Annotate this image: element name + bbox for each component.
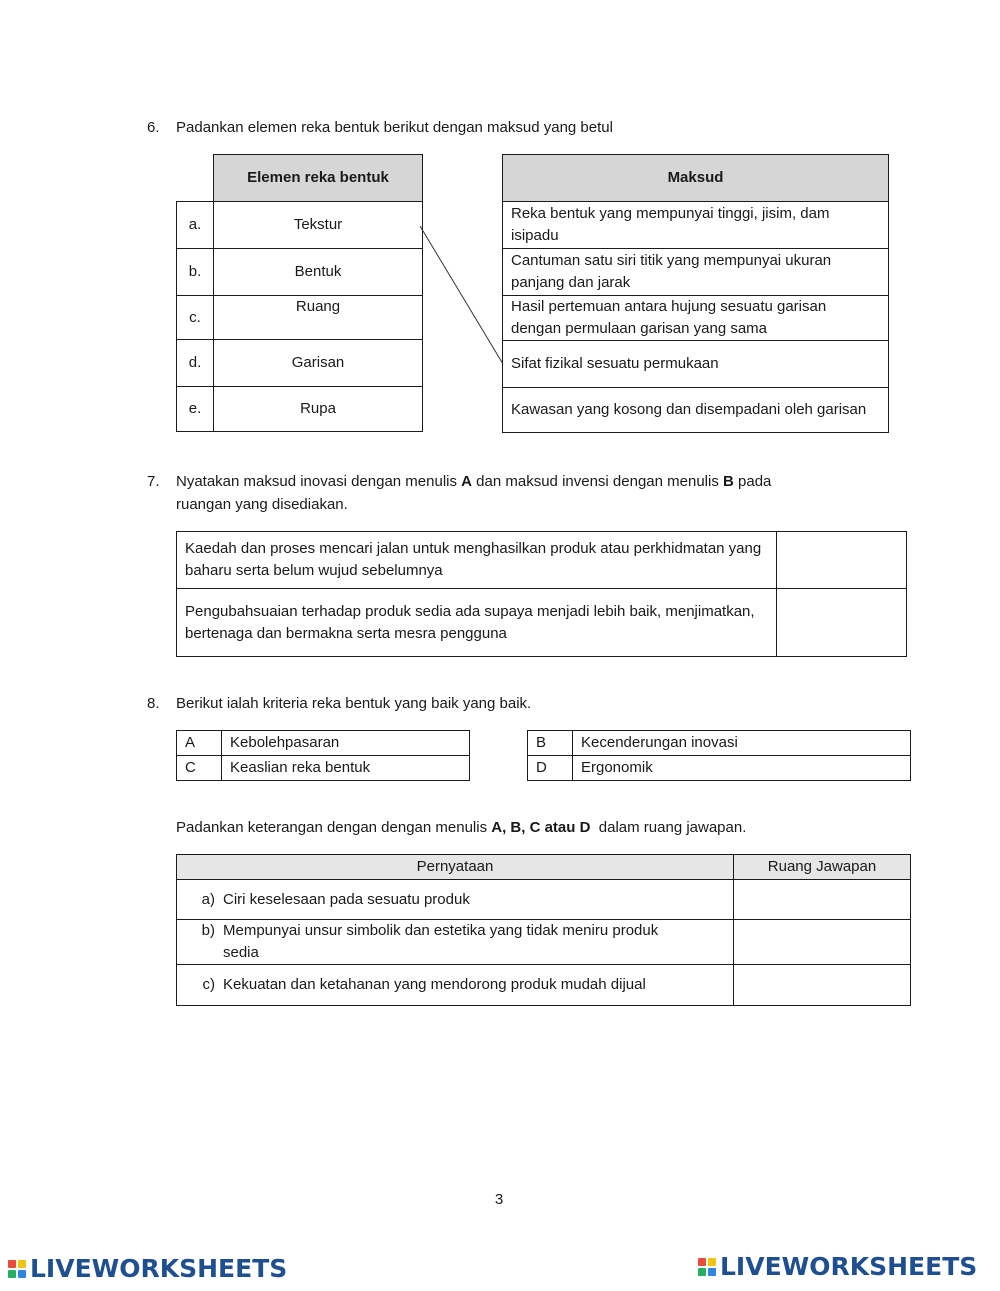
criteria-label: Ergonomik [573, 756, 911, 781]
liveworksheets-logo-left [8, 1254, 288, 1283]
criteria-row [177, 731, 470, 756]
element-name[interactable]: Bentuk [214, 249, 423, 296]
element-letter: c. [177, 296, 214, 340]
table-row [177, 920, 911, 965]
q8-answer-input[interactable] [734, 880, 911, 920]
q8-answer-input[interactable] [734, 920, 911, 965]
criteria-letter: B [528, 731, 573, 756]
q8-statement: a) Ciri keselesaan pada sesuatu produk [177, 880, 734, 920]
element-name[interactable]: Ruang [214, 296, 423, 340]
q7-question-text-line2: ruangan yang disediakan. [176, 496, 348, 513]
table-row [177, 965, 911, 1006]
logo-text: LIVEWORKSHEETS [30, 1254, 288, 1283]
criteria-row [177, 756, 470, 781]
q8-question-text: Berikut ialah kriteria reka bentuk yang baik yang baik. [176, 695, 532, 712]
meaning-cell[interactable]: Sifat fizikal sesuatu permukaan [503, 341, 889, 388]
q7-question-text: Nyatakan maksud inovasi dengan menulis A dan maksud invensi dengan menulis B pada [176, 473, 772, 490]
q8-statement: c) Kekuatan dan ketahanan yang mendorong produk mudah dijual [177, 965, 734, 1006]
element-name[interactable]: Tekstur [214, 202, 423, 249]
criteria-label: Kebolehpasaran [222, 731, 470, 756]
table-header-row [177, 855, 911, 880]
liveworksheets-logo-right [698, 1252, 978, 1281]
q6-right-header: Maksud [503, 155, 889, 202]
page-number: 3 [494, 1191, 504, 1208]
table-row [177, 589, 907, 657]
criteria-row [528, 756, 911, 781]
meaning-cell[interactable]: Kawasan yang kosong dan disempadani oleh garisan [503, 388, 889, 433]
criteria-label: Keaslian reka bentuk [222, 756, 470, 781]
q6-number: 6. [147, 119, 160, 136]
q8-answer-table [176, 854, 911, 1006]
q7-statement: Pengubahsuaian terhadap produk sedia ada supaya menjadi lebih baik, menjimatkan, bertenaga dan bermakna serta mesra pengguna [177, 589, 777, 657]
element-name[interactable]: Rupa [214, 387, 423, 432]
col-answer-header: Ruang Jawapan [734, 855, 911, 880]
criteria-row [528, 731, 911, 756]
element-letter: a. [177, 202, 214, 249]
element-name[interactable]: Garisan [214, 340, 423, 387]
meaning-cell[interactable]: Reka bentuk yang mempunyai tinggi, jisim, dam isipadu [503, 202, 889, 249]
criteria-letter: D [528, 756, 573, 781]
criteria-label: Kecenderungan inovasi [573, 731, 911, 756]
meaning-cell[interactable]: Hasil pertemuan antara hujung sesuatu garisan dengan permulaan garisan yang sama [503, 296, 889, 341]
q7-table [176, 531, 907, 657]
q7-answer-input[interactable] [777, 532, 907, 589]
element-letter: b. [177, 249, 214, 296]
q8-statement: b) Mempunyai unsur simbolik dan estetika yang tidak meniru produk sedia [177, 920, 734, 965]
matching-line [0, 0, 1000, 450]
q8-number: 8. [147, 695, 160, 712]
element-letter: d. [177, 340, 214, 387]
table-row [177, 532, 907, 589]
matching-line-tekstur [420, 226, 503, 364]
q7-number: 7. [147, 473, 160, 490]
q6-question-text: Padankan elemen reka bentuk berikut dengan maksud yang betul [176, 119, 613, 136]
criteria-letter: C [177, 756, 222, 781]
q6-left-header: Elemen reka bentuk [214, 155, 423, 202]
logo-text: LIVEWORKSHEETS [720, 1252, 978, 1281]
q7-statement: Kaedah dan proses mencari jalan untuk menghasilkan produk atau perkhidmatan yang baharu serta belum wujud sebelumnya [177, 532, 777, 589]
meaning-cell[interactable]: Cantuman satu siri titik yang mempunyai ukuran panjang dan jarak [503, 249, 889, 296]
q8-criteria-left [176, 730, 470, 781]
col-statement-header: Pernyataan [177, 855, 734, 880]
criteria-letter: A [177, 731, 222, 756]
element-letter: e. [177, 387, 214, 432]
q8-answer-input[interactable] [734, 965, 911, 1006]
q8-criteria-right [527, 730, 911, 781]
q7-answer-input[interactable] [777, 589, 907, 657]
q8-instruction: Padankan keterangan dengan dengan menulis A, B, C atau D dalam ruang jawapan. [176, 819, 747, 836]
liveworksheets-logo-icon [698, 1258, 716, 1276]
table-row [177, 880, 911, 920]
liveworksheets-logo-icon [8, 1260, 26, 1278]
